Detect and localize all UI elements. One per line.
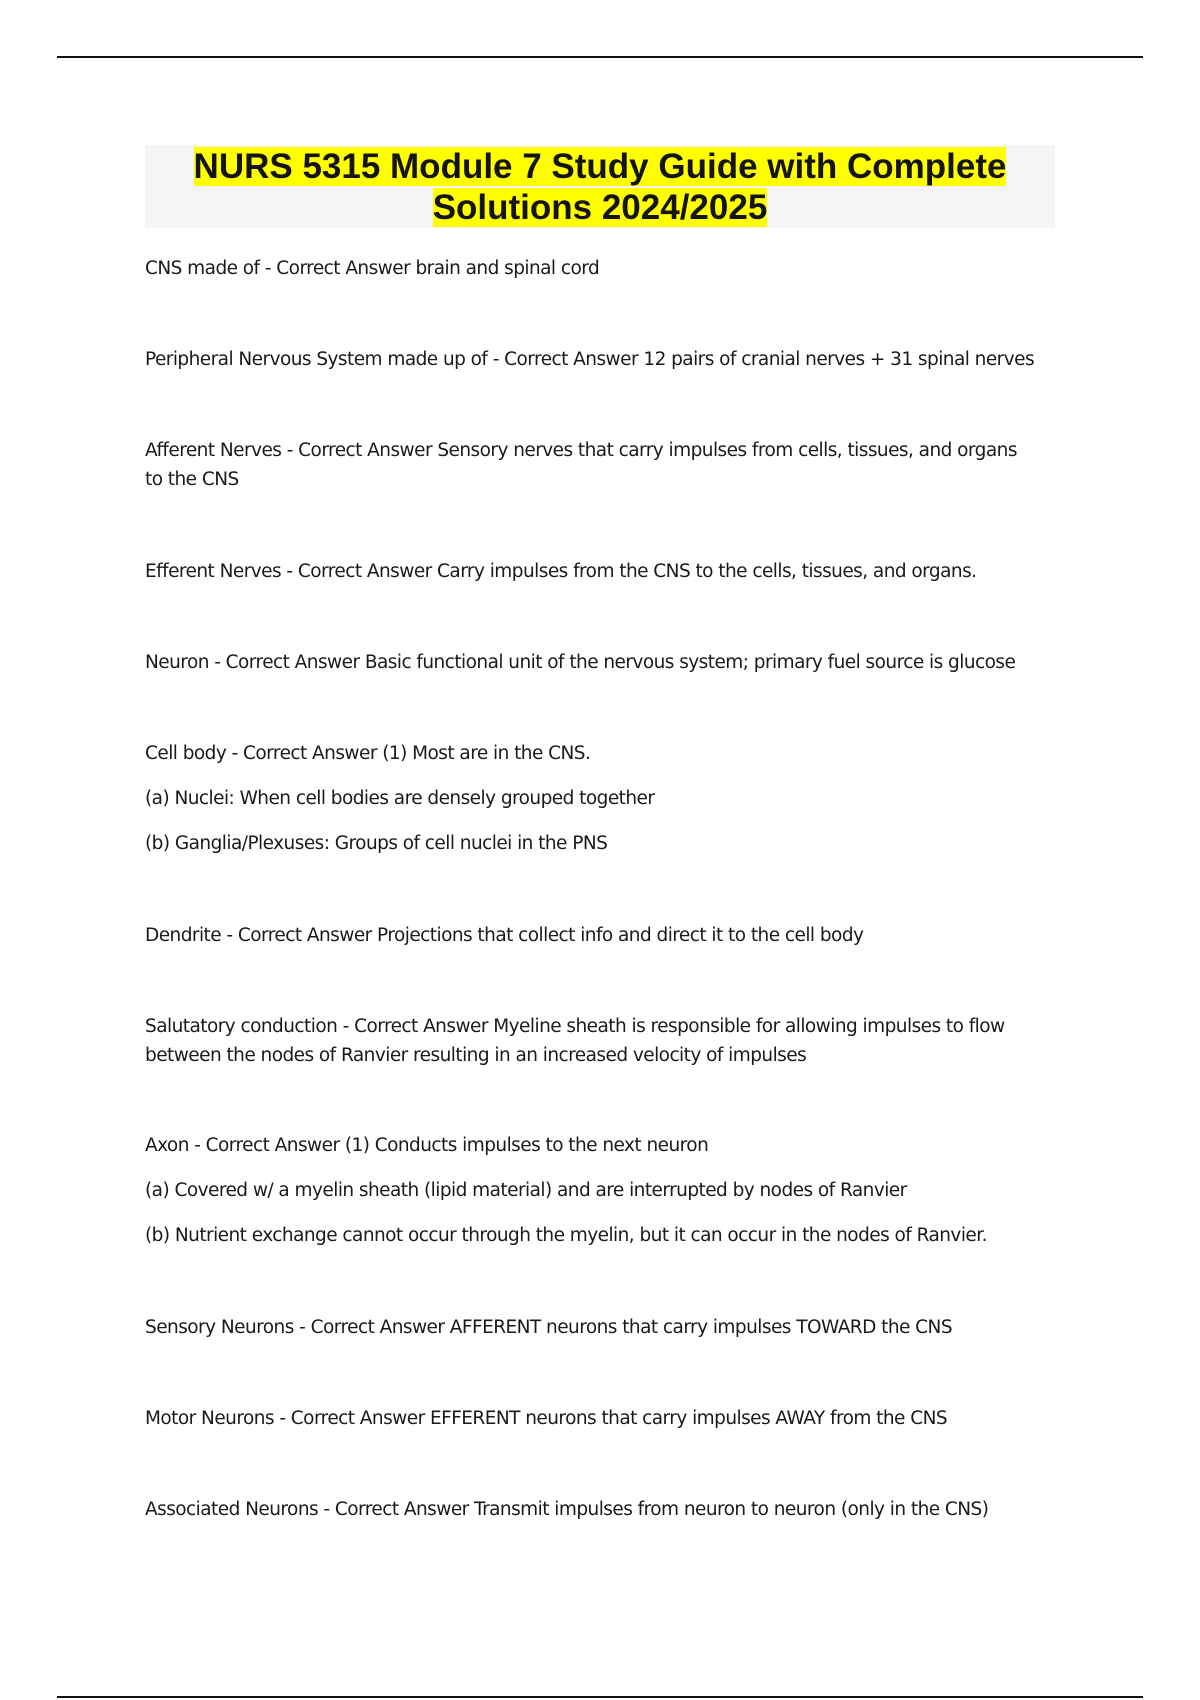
qa-entry-efferent-nerves: Efferent Nerves - Correct Answer Carry impulses from the CNS to the cells, tissues, and organs. bbox=[145, 561, 977, 582]
qa-entry-salutatory-conduction: Salutatory conduction - Correct Answer Myeline sheath is responsible for allowing impulses to flow between the nodes of Ranvier resulting in an increased velocity of impulses bbox=[145, 1016, 1005, 1066]
qa-entry-cns: CNS made of - Correct Answer brain and spinal cord bbox=[145, 258, 600, 279]
top-rule bbox=[57, 56, 1143, 58]
qa-entry-associated-neurons: Associated Neurons - Correct Answer Transmit impulses from neuron to neuron (only in the CNS) bbox=[145, 1499, 989, 1520]
qa-entry-dendrite: Dendrite - Correct Answer Projections that collect info and direct it to the cell body bbox=[145, 925, 864, 946]
qa-entry-neuron: Neuron - Correct Answer Basic functional unit of the nervous system; primary fuel source is glucose bbox=[145, 652, 1016, 673]
qa-entry-axon: Axon - Correct Answer (1) Conducts impulses to the next neuron (a) Covered w/ a myelin sheath (lipid material) and are interrupted by nodes of Ranvier (b) Nutrient exchange cannot occur through the myelin, but it can occur in the nodes of Ranvier. bbox=[145, 1135, 987, 1246]
qa-entry-pns: Peripheral Nervous System made up of - Correct Answer 12 pairs of cranial nerves + 31 spinal nerves bbox=[145, 349, 1035, 370]
qa-entry-motor-neurons: Motor Neurons - Correct Answer EFFERENT neurons that carry impulses AWAY from the CNS bbox=[145, 1408, 948, 1429]
title-line-1: NURS 5315 Module 7 Study Guide with Complete bbox=[193, 147, 1007, 186]
document-title bbox=[145, 145, 1055, 228]
title-line-2: Solutions 2024/2025 bbox=[432, 188, 768, 227]
qa-entry-sensory-neurons: Sensory Neurons - Correct Answer AFFERENT neurons that carry impulses TOWARD the CNS bbox=[145, 1317, 953, 1338]
bottom-rule bbox=[57, 1696, 1143, 1698]
qa-entry-cell-body: Cell body - Correct Answer (1) Most are in the CNS. (a) Nuclei: When cell bodies are densely grouped together (b) Ganglia/Plexuses: Groups of cell nuclei in the PNS bbox=[145, 743, 655, 854]
qa-entry-afferent-nerves: Afferent Nerves - Correct Answer Sensory nerves that carry impulses from cells, tissues, and organs to the CNS bbox=[145, 440, 1017, 490]
